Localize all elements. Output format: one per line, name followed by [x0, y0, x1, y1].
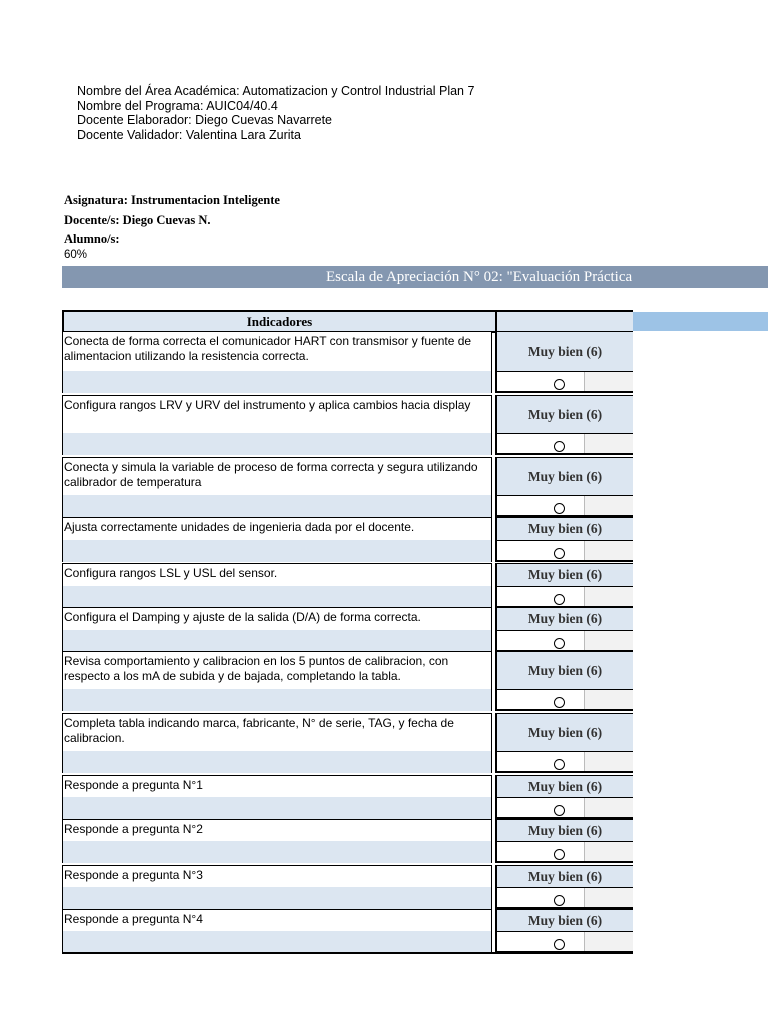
indicator-text: Conecta de forma correcta el comunicador HART con transmisor y fuente de alimentacion utilizando la resistencia correcta. — [62, 331, 492, 371]
rating-cell-left — [497, 798, 583, 817]
rating-select-cell — [495, 931, 633, 953]
percent-label: 60% — [64, 249, 88, 261]
table-row — [62, 865, 633, 909]
rating-cell-right — [584, 888, 633, 907]
rating-radio-button[interactable] — [554, 594, 565, 605]
rating-cell-right — [584, 798, 633, 817]
table-row — [62, 607, 633, 652]
rating-label: Muy bien (6) — [495, 651, 633, 689]
indicator-comment-field[interactable] — [62, 586, 492, 608]
program-line: Nombre del Programa: AUIC04/40.4 — [77, 98, 278, 113]
docente-line: Docente/s: Diego Cuevas N. — [64, 212, 211, 227]
indicator-text: Responde a pregunta N°2 — [62, 819, 492, 841]
side-tab — [633, 312, 768, 331]
indicator-comment-field[interactable] — [62, 797, 492, 819]
indicator-comment-field[interactable] — [62, 540, 492, 562]
rating-cell-right — [584, 496, 633, 515]
table-row — [62, 651, 633, 711]
table-row — [62, 775, 633, 819]
indicator-comment-field[interactable] — [62, 841, 492, 863]
rating-radio-button[interactable] — [554, 849, 565, 860]
scale-title: Escala de Apreciación N° 02: "Evaluación Práctica — [326, 269, 633, 285]
indicator-text: Revisa comportamiento y calibracion en los 5 puntos de calibracion, con respecto a los mA de subida y de bajada, completando la tabla. — [62, 651, 492, 689]
rating-select-cell — [495, 841, 633, 863]
table-row — [62, 457, 633, 517]
rating-label: Muy bien (6) — [495, 819, 633, 841]
indicator-comment-field[interactable] — [62, 630, 492, 652]
area-line: Nombre del Área Académica: Automatizacion y Control Industrial Plan 7 — [77, 84, 475, 98]
rating-label: Muy bien (6) — [495, 909, 633, 931]
table-row — [62, 713, 633, 773]
rating-cell-right — [584, 842, 633, 861]
rating-label: Muy bien (6) — [495, 457, 633, 495]
rating-radio-button[interactable] — [554, 895, 565, 906]
rating-cell-right — [584, 587, 633, 606]
rating-select-cell — [495, 540, 633, 562]
rating-label: Muy bien (6) — [495, 713, 633, 751]
rating-cell-left — [497, 372, 583, 391]
indicator-comment-field[interactable] — [62, 495, 492, 517]
rating-cell-left — [497, 434, 583, 453]
rating-cell-right — [584, 372, 633, 391]
rating-radio-button[interactable] — [554, 548, 565, 559]
rating-select-cell — [495, 887, 633, 909]
rating-cell-right — [584, 631, 633, 650]
rating-radio-button[interactable] — [554, 441, 565, 452]
rating-select-cell — [495, 371, 633, 393]
rating-select-cell — [495, 433, 633, 455]
rating-label: Muy bien (6) — [495, 331, 633, 371]
indicator-text: Ajusta correctamente unidades de ingenieria dada por el docente. — [62, 517, 492, 540]
indicator-comment-field[interactable] — [62, 689, 492, 711]
rating-cell-left — [497, 496, 583, 515]
document-header — [77, 84, 474, 142]
table-row — [62, 331, 633, 393]
rating-cell-left — [497, 932, 583, 951]
rating-select-cell — [495, 630, 633, 652]
rating-cell-right — [584, 752, 633, 771]
rating-radio-button[interactable] — [554, 379, 565, 390]
rating-select-cell — [495, 751, 633, 773]
rating-cell-left — [497, 690, 583, 709]
indicator-text: Responde a pregunta N°4 — [62, 909, 492, 931]
indicator-comment-field[interactable] — [62, 931, 492, 953]
rating-radio-button[interactable] — [554, 805, 565, 816]
rating-radio-button[interactable] — [554, 503, 565, 514]
indicator-comment-field[interactable] — [62, 371, 492, 393]
rating-cell-left — [497, 541, 583, 560]
rating-select-cell — [495, 586, 633, 608]
validador-line: Docente Validador: Valentina Lara Zurita — [77, 127, 301, 142]
indicator-text: Configura rangos LSL y USL del sensor. — [62, 563, 492, 586]
indicator-comment-field[interactable] — [62, 433, 492, 455]
elaborador-line: Docente Elaborador: Diego Cuevas Navarrete — [77, 113, 332, 127]
rating-label: Muy bien (6) — [495, 607, 633, 630]
table-row — [62, 563, 633, 608]
rating-cell-left — [497, 888, 583, 907]
indicator-text: Responde a pregunta N°3 — [62, 865, 492, 887]
indicator-comment-field[interactable] — [62, 751, 492, 773]
rating-radio-button[interactable] — [554, 939, 565, 950]
rating-cell-right — [584, 690, 633, 709]
rating-label: Muy bien (6) — [495, 395, 633, 433]
table-row — [62, 819, 633, 863]
course-info — [64, 191, 280, 250]
rating-cell-left — [497, 842, 583, 861]
rating-select-cell — [495, 495, 633, 517]
rating-select-cell — [495, 797, 633, 819]
table-row — [62, 517, 633, 562]
rating-cell-right — [584, 541, 633, 560]
rating-cell-left — [497, 587, 583, 606]
rating-header — [495, 310, 633, 333]
rating-label: Muy bien (6) — [495, 563, 633, 586]
table-row — [62, 395, 633, 455]
rating-cell-right — [584, 434, 633, 453]
rating-select-cell — [495, 689, 633, 711]
table-row — [62, 909, 633, 953]
rating-cell-right — [584, 932, 633, 951]
rating-label: Muy bien (6) — [495, 865, 633, 887]
rating-radio-button[interactable] — [554, 697, 565, 708]
indicator-text: Completa tabla indicando marca, fabricante, N° de serie, TAG, y fecha de calibracion. — [62, 713, 492, 751]
rating-cell-left — [497, 631, 583, 650]
scale-title-band — [62, 266, 768, 288]
rating-radio-button[interactable] — [554, 759, 565, 770]
table-bottom-border — [62, 952, 633, 954]
rating-label: Muy bien (6) — [495, 517, 633, 540]
indicator-text: Configura el Damping y ajuste de la salida (D/A) de forma correcta. — [62, 607, 492, 630]
asignatura-line: Asignatura: Instrumentacion Inteligente — [64, 193, 280, 207]
rating-radio-button[interactable] — [554, 638, 565, 649]
indicator-text: Configura rangos LRV y URV del instrumento y aplica cambios hacia display — [62, 395, 492, 433]
indicadores-header: Indicadores — [62, 310, 496, 333]
rating-cell-left — [497, 752, 583, 771]
rating-label: Muy bien (6) — [495, 775, 633, 797]
indicator-comment-field[interactable] — [62, 887, 492, 909]
indicator-text: Conecta y simula la variable de proceso de forma correcta y segura utilizando calibrador de temperatura — [62, 457, 492, 495]
alumno-line: Alumno/s: — [64, 232, 120, 246]
indicator-text: Responde a pregunta N°1 — [62, 775, 492, 797]
table-header-row — [62, 310, 633, 331]
